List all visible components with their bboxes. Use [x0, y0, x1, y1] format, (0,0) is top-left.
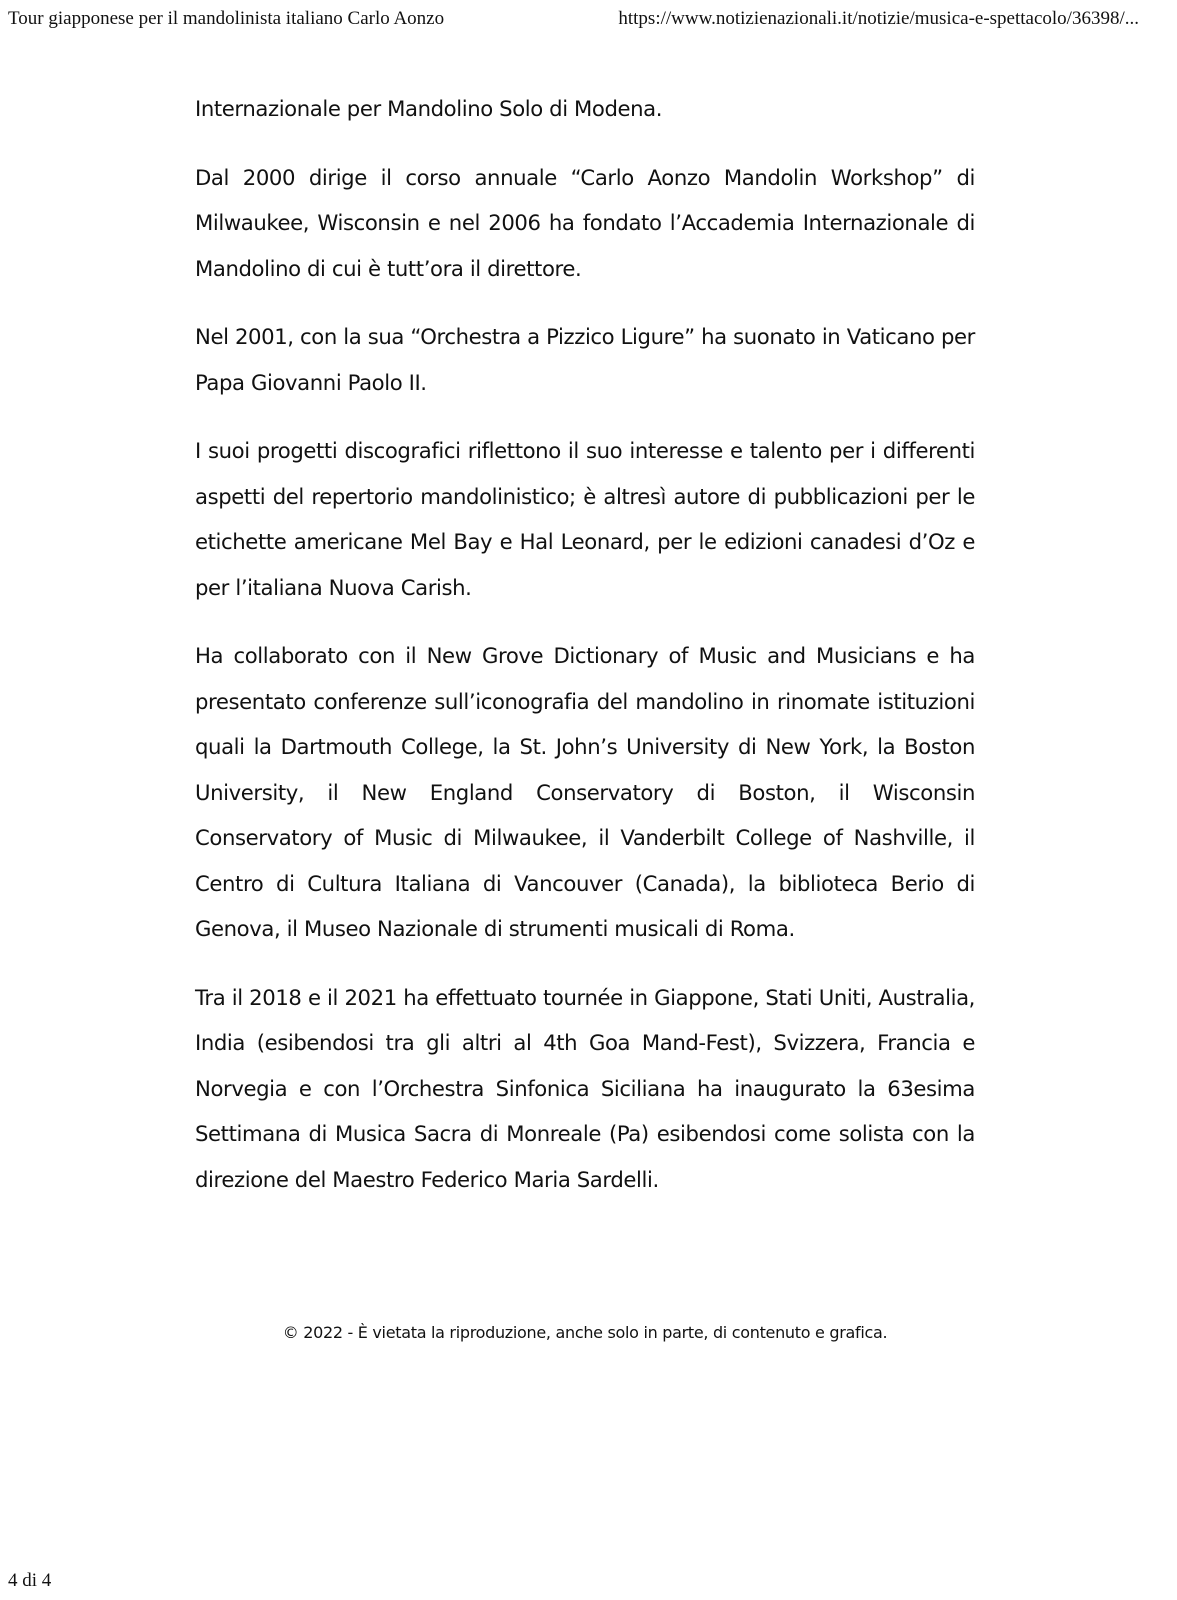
page-url: https://www.notizienazionali.it/notizie/musica-e-spettacolo/36398/...: [618, 8, 1139, 29]
article-paragraph: Dal 2000 dirige il corso annuale “Carlo Aonzo Mandolin Workshop” di Milwaukee, Wisconsin e nel 2006 ha fondato l’Accademia Internazionale di Mandolino di cui è tutt’ora il direttore.: [195, 164, 975, 281]
print-header: [8, 8, 1169, 38]
page-number: 4 di 4: [8, 1570, 52, 1591]
article-body: [195, 86, 975, 1225]
article-paragraph: I suoi progetti discografici riflettono il suo interesse e talento per i differenti aspetti del repertorio mandolinistico; è altresì autore di pubblicazioni per le etichette americane Mel Bay e Hal Leonard, per le edizioni canadesi d’Oz e per l’italiana Nuova Carish.: [195, 438, 975, 600]
article-paragraph: Ha collaborato con il New Grove Dictionary of Music and Musicians e ha presentato conferenze sull’iconografia del mandolino in rinomate istituzioni quali la Dartmouth College, la St. John’s University di New York, la Boston University, il New England Conservatory di Boston, il Wisconsin Conservatory of Music di Milwaukee, il Vanderbilt College of Nashville, il Centro di Cultura Italiana di Vancouver (Canada), la biblioteca Berio di Genova, il Museo Nazionale di strumenti musicali di Roma.: [195, 643, 975, 941]
copyright-notice: © 2022 - È vietata la riproduzione, anche solo in parte, di contenuto e grafica.: [282, 1323, 888, 1342]
article-paragraph: Tra il 2018 e il 2021 ha effettuato tournée in Giappone, Stati Uniti, Australia, India (esibendosi tra gli altri al 4th Goa Mand-Fest), Svizzera, Francia e Norvegia e con l’Orchestra Sinfonica Siciliana ha inaugurato la 63esima Settimana di Musica Sacra di Monreale (Pa) esibendosi come solista con la direzione del Maestro Federico Maria Sardelli.: [195, 984, 975, 1192]
article-paragraph: Nel 2001, con la sua “Orchestra a Pizzico Ligure” ha suonato in Vaticano per Papa Giovanni Paolo II.: [195, 324, 975, 395]
page-title: Tour giapponese per il mandolinista italiano Carlo Aonzo: [8, 8, 445, 29]
article-paragraph: Internazionale per Mandolino Solo di Modena.: [195, 96, 663, 121]
